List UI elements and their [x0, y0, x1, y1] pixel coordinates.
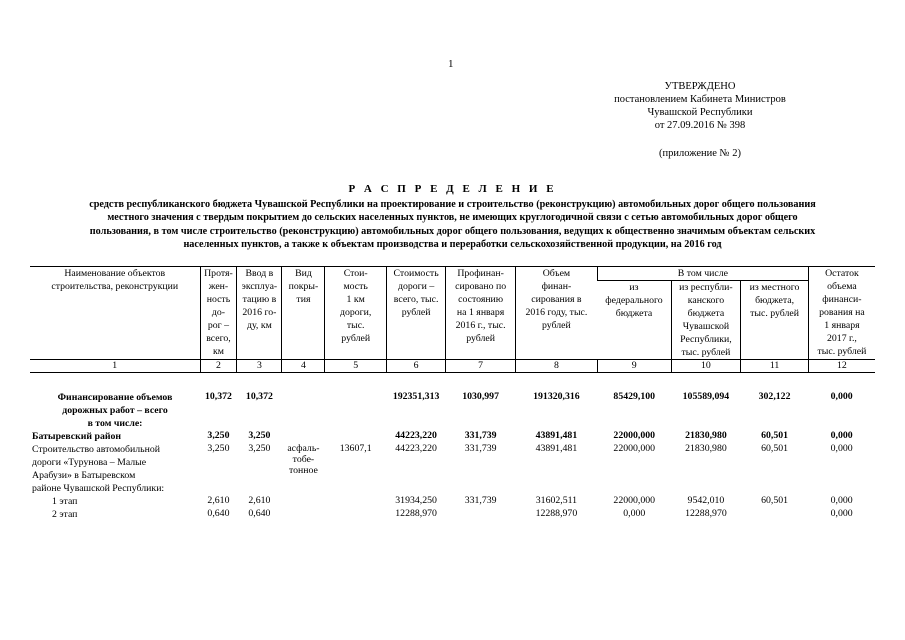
- column-number: 5: [325, 360, 386, 373]
- header-line: на 1 января: [456, 307, 505, 318]
- header-line: Чувашской: [682, 321, 730, 332]
- header-line: Остаток: [825, 268, 859, 279]
- value-cell: 12288,970: [395, 508, 437, 519]
- header-line: всего,: [206, 333, 231, 344]
- object-name-cell: [30, 391, 200, 430]
- value-cell: 31934,250: [395, 495, 437, 506]
- header-line: Протя-: [204, 268, 233, 279]
- value-cell: 105589,094: [682, 391, 730, 402]
- header-line: 2016 году, тыс.: [525, 307, 588, 318]
- header-object-name: [30, 267, 200, 360]
- value-cell: 10,372: [204, 391, 232, 402]
- header-line: всего, тыс.: [393, 294, 439, 305]
- value-cell: 2,610: [207, 495, 230, 506]
- value-cell: 60,501: [761, 443, 789, 454]
- header-line: 1 января: [824, 320, 860, 331]
- value-cell: 0,000: [830, 391, 853, 402]
- subtitle-line: населенных пунктов, а также к объектам производства и переработки сельскохозяйственной продукции, на 2016 год: [183, 238, 722, 250]
- value-cell: 192351,313: [392, 391, 440, 402]
- value-cell: 0,640: [207, 508, 230, 519]
- header-line: тобе-: [292, 454, 315, 465]
- value-cell: 31602,511: [535, 495, 578, 506]
- header-line: тонное: [288, 465, 318, 476]
- value-cell: 2,610: [248, 495, 271, 506]
- approval-block: [590, 80, 810, 132]
- header-line: рублей: [401, 307, 431, 318]
- header-cost-per-km: [325, 267, 386, 360]
- table-row: [30, 443, 875, 495]
- header-total-cost: [386, 267, 445, 360]
- column-number: 12: [808, 360, 875, 373]
- value-cell: 22000,000: [613, 430, 656, 441]
- value-cell: 3,250: [207, 430, 230, 441]
- header-line: дороги «Турунова – Малые: [32, 457, 147, 468]
- column-number: 7: [446, 360, 516, 373]
- value-cell: [741, 508, 809, 521]
- header-line: Батыревский район: [32, 431, 122, 442]
- header-line: тия: [296, 294, 311, 305]
- header-line: Стоимость: [393, 268, 439, 279]
- header-line: Республики,: [680, 334, 732, 345]
- value-cell: 9542,010: [687, 495, 725, 506]
- header-line: состоянию: [458, 294, 504, 305]
- column-number: 2: [200, 360, 237, 373]
- header-line: ду, км: [247, 320, 272, 331]
- document-subtitle: [30, 198, 875, 251]
- value-cell: 13607,1: [339, 443, 372, 454]
- header-line: 1 км: [346, 294, 365, 305]
- header-line: бюджета: [615, 308, 653, 319]
- value-cell: 331,739: [464, 495, 497, 506]
- column-number: 8: [515, 360, 597, 373]
- column-number: 11: [741, 360, 809, 373]
- approval-line-1: УТВЕРЖДЕНО: [664, 81, 736, 92]
- document-title: Р А С П Р Е Д Е Л Е Н И Е: [348, 183, 557, 195]
- table-row: [30, 430, 875, 443]
- name-line: в том числе:: [87, 418, 143, 429]
- header-line: В том числе: [677, 268, 728, 279]
- approval-line-4: от 27.09.2016 № 398: [654, 120, 746, 131]
- header-line: сирования в: [531, 294, 582, 305]
- header-line: финан-: [541, 281, 572, 292]
- header-line: рублей: [542, 320, 571, 331]
- value-cell: [282, 508, 325, 521]
- approval-line-2: постановлением Кабинета Министров: [614, 94, 786, 105]
- value-cell: 331,739: [464, 443, 497, 454]
- value-cell: 0,000: [830, 495, 853, 506]
- header-line: Наименование объектов: [64, 268, 166, 279]
- header-line: до-: [211, 307, 226, 318]
- subtitle-line: пользования, в том числе строительство (реконструкцию) автомобильных дорог общего пользования, ведущих к общественно значимым объектам сельских: [89, 225, 816, 237]
- column-number: 4: [282, 360, 325, 373]
- value-cell: 0,000: [830, 443, 853, 454]
- header-line: тыс. рублей: [817, 346, 867, 357]
- header-line: 2016 г., тыс.: [455, 320, 506, 331]
- object-name-cell: [30, 430, 200, 443]
- value-cell: 12288,970: [535, 508, 578, 519]
- header-line: Строительство автомобильной: [32, 444, 161, 455]
- subheader-federal: [597, 281, 671, 360]
- header-line: мость: [343, 281, 368, 292]
- header-line: из местного: [749, 282, 800, 293]
- header-line: жен-: [208, 281, 229, 292]
- subtitle-line: средств республиканского бюджета Чувашской Республики на проектирование и строительство (реконструкцию) автомобильных дорог общего пользования: [89, 199, 816, 210]
- header-line: покры-: [288, 281, 319, 292]
- value-cell: 22000,000: [613, 443, 656, 454]
- header-financing-volume: [515, 267, 597, 360]
- table-header-row: [30, 267, 875, 281]
- value-cell: 44223,220: [395, 430, 437, 441]
- value-cell: [446, 508, 516, 521]
- value-cell: 21830,980: [685, 430, 727, 441]
- header-line: Объем: [542, 268, 571, 279]
- table-row: [30, 508, 875, 521]
- spacer-cell: [30, 373, 875, 392]
- header-line: эксплуа-: [241, 281, 278, 292]
- spacer-row: [30, 373, 875, 392]
- header-line: км: [212, 346, 224, 357]
- header-line: Вид: [295, 268, 312, 279]
- value-cell: 3,250: [248, 443, 271, 454]
- header-line: канского: [687, 295, 725, 306]
- header-line: 2017 г.,: [827, 333, 857, 344]
- approval-line-3: Чувашской Республики: [647, 107, 753, 118]
- header-cover-type: [282, 267, 325, 360]
- value-cell: 60,501: [761, 495, 789, 506]
- header-line: Профинан-: [457, 268, 504, 279]
- value-cell: 85429,100: [613, 391, 656, 402]
- header-line: рублей: [341, 333, 371, 344]
- object-name-cell: [30, 495, 200, 508]
- header-line: 1 этап: [52, 496, 78, 507]
- column-number: 3: [237, 360, 282, 373]
- value-cell: 22000,000: [613, 495, 656, 506]
- header-line: 2 этап: [52, 509, 78, 520]
- header-length: [200, 267, 237, 360]
- value-cell: 43891,481: [535, 430, 578, 441]
- value-cell: 0,000: [830, 430, 853, 441]
- header-line: дороги –: [397, 281, 435, 292]
- header-line: Ввод в: [245, 268, 274, 279]
- subtitle-line: местного значения с твердым покрытием до сельских населенных пунктов, не имеющих круглогодичной связи с сетью автомобильных дорог общего: [107, 212, 798, 224]
- page-number: 1: [448, 58, 454, 70]
- header-line: дороги,: [339, 307, 372, 318]
- column-number: 6: [386, 360, 445, 373]
- value-cell: [325, 430, 386, 443]
- value-cell: 3,250: [248, 430, 271, 441]
- header-line: рования на: [819, 307, 865, 318]
- header-line: тыс.: [346, 320, 365, 331]
- header-line: бюджета,: [755, 295, 795, 306]
- header-line: Арабузи» в Батыревском: [32, 470, 136, 481]
- value-cell: 21830,980: [685, 443, 727, 454]
- header-line: строительства, реконструкции: [51, 281, 179, 292]
- header-line: тыс. рублей: [750, 308, 799, 319]
- header-line: районе Чувашской Республики:: [32, 483, 165, 494]
- value-cell: 10,372: [245, 391, 273, 402]
- header-remainder: [808, 267, 875, 360]
- header-line: из: [629, 282, 639, 293]
- subheader-republican: [671, 281, 741, 360]
- header-line: тацию в: [242, 294, 277, 305]
- header-line: бюджета: [687, 308, 725, 319]
- value-cell: 0,640: [248, 508, 271, 519]
- header-line: рублей: [466, 333, 495, 344]
- header-line: федерального: [605, 295, 663, 306]
- value-cell: 0,000: [623, 508, 646, 519]
- value-cell: 43891,481: [535, 443, 578, 454]
- column-number: 9: [597, 360, 671, 373]
- column-number: 10: [671, 360, 741, 373]
- column-number-row: [30, 360, 875, 373]
- header-line: 2016 го-: [242, 307, 277, 318]
- value-cell: [282, 443, 325, 495]
- value-cell: 3,250: [207, 443, 230, 454]
- distribution-table: [30, 266, 875, 521]
- header-commissioning: [237, 267, 282, 360]
- value-cell: 0,000: [830, 508, 853, 519]
- value-cell: [282, 495, 325, 508]
- value-cell: 60,501: [761, 430, 789, 441]
- object-name-cell: [30, 508, 200, 521]
- header-line: из республи-: [679, 282, 733, 293]
- header-line: Стои-: [343, 268, 368, 279]
- value-cell: 302,122: [758, 391, 791, 402]
- table-row: [30, 391, 875, 430]
- name-line: Финансирование объемов: [57, 392, 173, 403]
- header-financed: [446, 267, 516, 360]
- value-cell: [325, 508, 386, 521]
- object-name-cell: [30, 443, 200, 495]
- value-cell: [325, 391, 386, 430]
- value-cell: [282, 391, 325, 430]
- header-line: ность: [206, 294, 231, 305]
- header-line: объема: [827, 281, 857, 292]
- header-line: рог –: [207, 320, 230, 331]
- header-including: [597, 267, 808, 281]
- value-cell: [325, 495, 386, 508]
- value-cell: 191320,316: [533, 391, 580, 402]
- value-cell: 44223,220: [395, 443, 437, 454]
- header-line: сировано по: [455, 281, 507, 292]
- value-cell: 12288,970: [685, 508, 727, 519]
- name-line: дорожных работ – всего: [62, 405, 168, 416]
- header-line: асфаль-: [287, 443, 320, 454]
- column-number: 1: [30, 360, 200, 373]
- value-cell: 1030,997: [462, 391, 499, 402]
- header-line: тыс. рублей: [681, 347, 731, 358]
- value-cell: [282, 430, 325, 443]
- subheader-local: [741, 281, 809, 360]
- header-line: финанси-: [822, 294, 862, 305]
- appendix-label: (приложение № 2): [659, 148, 741, 159]
- table-row: [30, 495, 875, 508]
- value-cell: 331,739: [464, 430, 497, 441]
